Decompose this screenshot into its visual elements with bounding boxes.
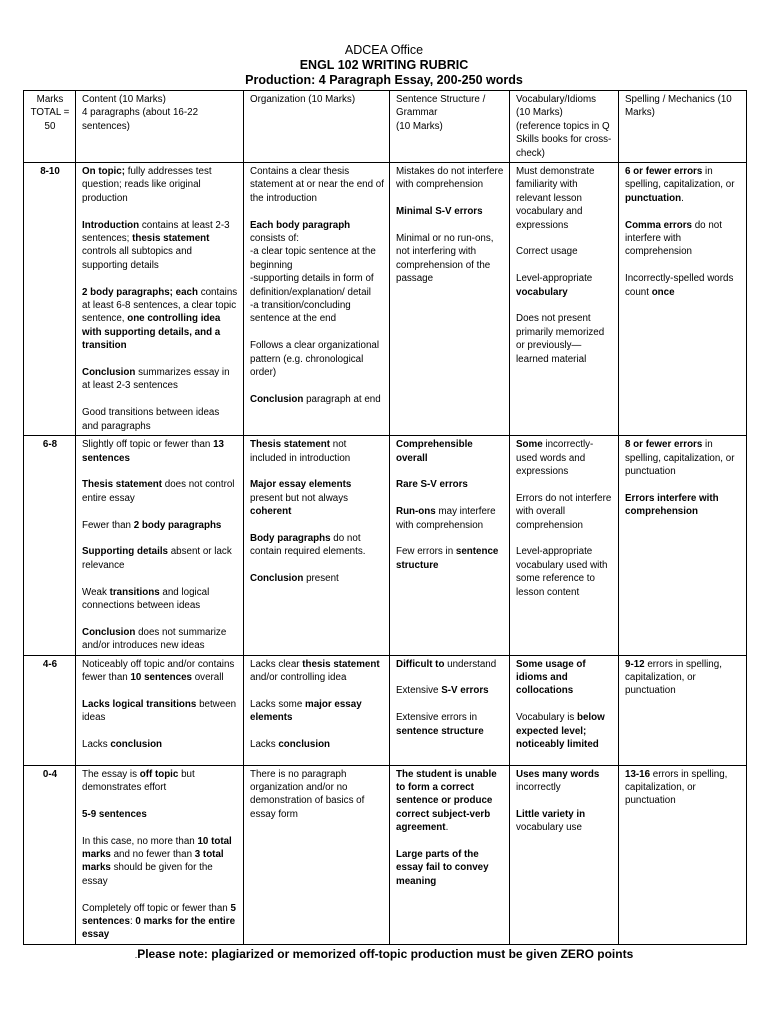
criterion-text: but demonstrates effort: [82, 768, 195, 793]
criterion-text: 2 body paragraphs: [133, 519, 222, 531]
vocab-cell: [510, 436, 619, 655]
structure-header-sub: (10 Marks): [396, 120, 443, 132]
content-cell: [76, 655, 244, 765]
criterion-text: Lacks some: [250, 698, 305, 710]
marks-header: [24, 91, 76, 163]
criterion-text: Weak: [82, 586, 110, 598]
criterion-text: Body paragraphs: [250, 532, 331, 544]
criterion-paragraph: [250, 658, 384, 685]
criterion-text: does not control entire essay: [82, 479, 235, 504]
plagiarism-note: [0, 947, 768, 961]
criterion-paragraph: [250, 165, 384, 205]
header-row: [24, 91, 747, 163]
criterion-text: not included in introduction: [250, 439, 351, 464]
criterion-paragraph: [250, 738, 384, 751]
production-subtitle: Production: 4 Paragraph Essay, 200-250 words: [245, 73, 523, 87]
mark-value: 0-4: [42, 768, 58, 780]
criterion-text: errors in spelling, capitalization, or punctuation: [625, 658, 722, 697]
criterion-paragraph: [250, 768, 384, 822]
criterion-text: in spelling, capitalization, or: [625, 166, 735, 191]
criterion-text: Noticeably off topic and/or contains fewer than: [82, 658, 235, 683]
criterion-text: There is no paragraph organization and/or no demonstration of basics of essay form: [250, 768, 365, 820]
criterion-text: 13 sentences: [82, 439, 224, 464]
vocab-header-sub: (10 Marks): [516, 107, 563, 119]
criterion-text: Large parts of the essay fail to convey meaning: [396, 848, 489, 887]
criterion-text: thesis statement: [302, 658, 380, 670]
criterion-text: 6 or fewer errors: [625, 166, 703, 178]
criterion-text: Comma errors: [625, 219, 692, 231]
criterion-paragraph: [82, 626, 238, 653]
structure-cell: [390, 436, 510, 655]
criterion-paragraph: [516, 165, 613, 232]
criterion-text: Some usage of idioms and collocations: [516, 658, 586, 697]
rubric-row-6-8: [24, 436, 747, 655]
criterion-paragraph: [82, 808, 238, 821]
criterion-text: and no fewer than: [110, 848, 195, 860]
criterion-text: 5 sentences: [82, 902, 236, 927]
criterion-text: On topic;: [82, 166, 125, 178]
vocab-header: [510, 91, 619, 163]
criterion-text: Good transitions between ideas and paragraphs: [82, 407, 220, 432]
criterion-text: 13-16: [625, 768, 651, 780]
content-header: [76, 91, 244, 163]
criterion-text: 10 sentences: [130, 671, 193, 683]
criterion-paragraph: [516, 768, 613, 795]
mark-cell: [24, 163, 76, 436]
criterion-paragraph: [516, 711, 613, 751]
criterion-paragraph: [82, 406, 238, 433]
mark-value: 4-6: [42, 658, 58, 670]
content-cell: [76, 765, 244, 944]
criterion-text: Thesis statement: [82, 479, 163, 491]
structure-header-title: Sentence Structure / Grammar: [396, 94, 486, 119]
criterion-text: vocabulary use: [516, 822, 582, 834]
criterion-text: paragraph at end: [303, 393, 381, 405]
criterion-text: punctuation: [625, 192, 682, 204]
criterion-text: one controlling idea with supporting details, and a transition: [82, 313, 221, 352]
criterion-paragraph: [82, 658, 238, 685]
criterion-paragraph: [82, 366, 238, 393]
rubric-row-0-4: [24, 765, 747, 944]
criterion-paragraph: [250, 532, 384, 559]
content-cell: [76, 163, 244, 436]
criterion-text: below expected level; noticeably limited: [516, 712, 605, 750]
criterion-text: Completely off topic or fewer than: [82, 902, 231, 914]
criterion-text: Comprehensible overall: [396, 439, 473, 464]
criterion-text: Lacks logical transitions: [82, 698, 197, 710]
criterion-text: errors in spelling, capitalization, or punctuation: [625, 768, 728, 807]
criterion-text: 2 body paragraphs; each: [82, 286, 198, 298]
criterion-text: transitions: [109, 586, 160, 598]
criterion-text: Extensive: [396, 685, 442, 697]
criterion-text: incorrectly: [516, 781, 561, 793]
criterion-paragraph: [516, 312, 613, 366]
criterion-paragraph: [625, 438, 741, 478]
criterion-paragraph: [250, 478, 384, 518]
criterion-text: fully addresses test question; reads like original production: [82, 166, 212, 204]
criterion-text: Extensive errors in: [396, 712, 478, 724]
vocab-cell: [510, 655, 619, 765]
marks-header-text: Marks TOTAL = 50: [30, 94, 70, 132]
criterion-text: controls all subtopics and supporting details: [82, 246, 193, 271]
criterion-text: present: [303, 573, 339, 585]
criterion-text: Level-appropriate vocabulary used with some reference to lesson content: [516, 546, 608, 598]
criterion-text: contains at least 6-8 sentences, a clear topic sentence,: [82, 286, 238, 325]
note-text: Please note: plagiarized or memorized off-topic production must be given ZERO points: [137, 947, 634, 961]
criterion-text: Lacks: [82, 738, 111, 750]
structure-cell: [390, 163, 510, 436]
criterion-text: off topic: [139, 768, 179, 780]
criterion-text: may interfere with comprehension: [396, 506, 496, 531]
criterion-paragraph: [250, 393, 384, 406]
organization-header-title: Organization (10 Marks): [250, 94, 356, 105]
criterion-text: 8 or fewer errors: [625, 439, 703, 451]
criterion-text: Conclusion: [82, 626, 136, 638]
criterion-text: Lacks clear: [250, 658, 303, 670]
criterion-text: incorrectly-used words and expressions: [516, 439, 594, 477]
criterion-text: Errors interfere with comprehension: [625, 492, 719, 518]
rubric-row-4-6: [24, 655, 747, 765]
criterion-paragraph: [396, 165, 504, 192]
criterion-text: Uses many words: [516, 768, 600, 780]
criterion-text: Slightly off topic or fewer than: [82, 439, 214, 451]
criterion-text: and/or controlling idea: [250, 671, 347, 683]
organization-header: [244, 91, 390, 163]
criterion-paragraph: [625, 272, 741, 299]
criterion-text: sentence structure: [396, 546, 499, 571]
criterion-paragraph: [82, 738, 238, 751]
criterion-paragraph: [250, 219, 384, 326]
criterion-paragraph: [82, 478, 238, 505]
criterion-text: sentence structure: [396, 725, 484, 737]
note-dot: .: [134, 950, 138, 960]
content-header-title: Content (10 Marks): [82, 94, 166, 105]
criterion-paragraph: [396, 478, 504, 491]
structure-cell: [390, 655, 510, 765]
criterion-paragraph: [625, 219, 741, 259]
criterion-text: Each body paragraph: [250, 219, 351, 231]
criterion-text: Little variety in: [516, 808, 586, 820]
mark-value: 6-8: [42, 439, 58, 451]
criterion-text: for the entire essay: [82, 915, 236, 941]
criterion-text: Some: [516, 439, 543, 451]
criterion-paragraph: [82, 698, 238, 725]
criterion-paragraph: [82, 286, 238, 353]
criterion-text: Errors do not interfere with overall comprehension: [516, 492, 612, 531]
vocab-header-note: (reference topics in Q Skills books for cross-check): [516, 120, 612, 159]
organization-cell: [244, 655, 390, 765]
criterion-text: do not contain required elements.: [250, 532, 366, 558]
mark-cell: [24, 655, 76, 765]
criterion-paragraph: [625, 768, 741, 808]
structure-cell: [390, 765, 510, 944]
criterion-text: Rare S-V errors: [396, 479, 468, 491]
criterion-text: Run-ons: [396, 506, 436, 518]
criterion-text: 0 marks: [135, 915, 173, 927]
criterion-paragraph: [82, 902, 238, 942]
spelling-cell: [619, 655, 747, 765]
rubric-title: ENGL 102 WRITING RUBRIC: [299, 58, 469, 72]
criterion-text: understand: [444, 658, 497, 670]
criterion-paragraph: [396, 205, 504, 218]
criterion-text: vocabulary: [516, 286, 568, 298]
criterion-paragraph: [250, 339, 384, 379]
criterion-paragraph: [82, 165, 238, 205]
criterion-paragraph: [396, 438, 504, 465]
mark-value: 8-10: [40, 166, 60, 178]
criterion-text: coherent: [250, 506, 292, 518]
criterion-text: contains at least 2-3 sentences;: [82, 219, 230, 245]
criterion-paragraph: [516, 492, 613, 532]
criterion-paragraph: [82, 545, 238, 572]
criterion-text: between ideas: [82, 698, 237, 724]
spelling-header: [619, 91, 747, 163]
criterion-text: The student is unable to form a correct sentence or produce correct subject-verb agreement: [396, 768, 497, 834]
content-header-sub: 4 paragraphs (about 16-22 sentences): [82, 107, 199, 132]
mark-cell: [24, 436, 76, 655]
vocab-cell: [510, 765, 619, 944]
criterion-text: Follows a clear organizational pattern (e.g. chronological order): [250, 340, 380, 379]
criterion-text: .: [681, 192, 684, 204]
criterion-text: In this case, no more than: [82, 835, 198, 847]
criterion-text: Minimal S-V errors: [396, 206, 483, 218]
spelling-cell: [619, 765, 747, 944]
criterion-text: Mistakes do not interfere with comprehension: [396, 166, 504, 191]
criterion-paragraph: [396, 505, 504, 532]
criterion-text: absent or lack relevance: [82, 546, 232, 571]
criterion-text: Incorrectly-spelled words count: [625, 273, 734, 298]
criterion-paragraph: [82, 768, 238, 795]
structure-header: [390, 91, 510, 163]
mark-cell: [24, 765, 76, 944]
criterion-text: :: [129, 915, 136, 927]
criterion-text: conclusion: [278, 738, 331, 750]
criterion-text: 9-12: [625, 658, 645, 670]
criterion-text: present but not always: [250, 492, 349, 504]
criterion-text: summarizes essay in at least 2-3 sentences: [82, 367, 230, 392]
criterion-paragraph: [250, 698, 384, 725]
criterion-paragraph: [516, 545, 613, 599]
criterion-text: Conclusion: [250, 393, 304, 405]
criterion-paragraph: [82, 438, 238, 465]
criterion-text: 3 total marks: [82, 848, 224, 874]
criterion-text: do not interfere with comprehension: [625, 219, 722, 258]
criterion-text: Difficult to: [396, 658, 445, 670]
criterion-paragraph: [625, 492, 741, 519]
criterion-text: overall: [192, 671, 224, 683]
criterion-paragraph: [516, 808, 613, 835]
spelling-cell: [619, 436, 747, 655]
criterion-text: Level-appropriate: [516, 273, 593, 285]
criterion-paragraph: [250, 572, 384, 585]
rubric-table: [23, 90, 747, 945]
criterion-paragraph: [625, 165, 741, 205]
criterion-paragraph: [516, 245, 613, 258]
criterion-text: Conclusion: [250, 573, 304, 585]
criterion-text: major essay elements: [250, 698, 362, 724]
criterion-text: does not summarize and/or introduces new ideas: [82, 626, 227, 652]
criterion-paragraph: [396, 658, 504, 671]
criterion-text: 10 total marks: [82, 835, 232, 860]
criterion-text: .: [445, 822, 449, 834]
criterion-paragraph: [250, 438, 384, 465]
vocab-cell: [510, 163, 619, 436]
spelling-cell: [619, 163, 747, 436]
criterion-paragraph: [396, 711, 504, 738]
criterion-text: Major essay elements: [250, 479, 352, 491]
criterion-paragraph: [516, 658, 613, 698]
criterion-text: Correct usage: [516, 246, 578, 258]
office-name: ADCEA Office: [344, 43, 424, 57]
criterion-text: The essay is: [82, 768, 140, 780]
rubric-header: [0, 43, 768, 88]
criterion-text: and logical connections between ideas: [82, 586, 210, 611]
criterion-paragraph: [396, 768, 504, 835]
criterion-paragraph: [396, 684, 504, 697]
criterion-text: once: [651, 286, 675, 298]
criterion-paragraph: [516, 438, 613, 478]
organization-cell: [244, 765, 390, 944]
criterion-text: Thesis statement: [250, 439, 331, 451]
criterion-text: Conclusion: [82, 367, 136, 379]
vocab-header-title: Vocabulary/Idioms: [516, 94, 597, 105]
criterion-paragraph: [396, 232, 504, 286]
criterion-text: Minimal or no run-ons, not interfering with comprehension of the passage: [396, 233, 494, 285]
criterion-paragraph: [516, 272, 613, 299]
criterion-text: 5-9 sentences: [82, 808, 147, 820]
criterion-text: Fewer than: [82, 519, 134, 531]
criterion-paragraph: [396, 545, 504, 572]
criterion-text: thesis statement: [132, 233, 210, 245]
criterion-paragraph: [82, 835, 238, 889]
criterion-paragraph: [396, 848, 504, 888]
criterion-text: Few errors in: [396, 546, 456, 558]
spelling-header-title: Spelling / Mechanics (10 Marks): [625, 94, 732, 119]
criterion-text: Introduction: [82, 219, 140, 231]
criterion-text: Does not present primarily memorized or previously—learned material: [516, 313, 605, 365]
criterion-text: in spelling, capitalization, or punctuation: [625, 439, 735, 477]
criterion-text: Lacks: [250, 738, 279, 750]
criterion-paragraph: [82, 586, 238, 613]
content-cell: [76, 436, 244, 655]
criterion-paragraph: [82, 519, 238, 532]
criterion-text: conclusion: [110, 738, 163, 750]
criterion-text: Supporting details: [82, 546, 168, 558]
rubric-row-8-10: [24, 163, 747, 436]
criterion-text: Vocabulary is: [516, 712, 577, 724]
criterion-text: Must demonstrate familiarity with relevant lesson vocabulary and expressions: [516, 166, 595, 231]
criterion-text: consists of: -a clear topic sentence at the beginning -supporting details in form of definition/explanation/ detail -a transition/concluding sentence at the end: [250, 233, 376, 325]
criterion-paragraph: [625, 658, 741, 698]
criterion-text: S-V errors: [441, 685, 489, 697]
criterion-text: Contains a clear thesis statement at or near the end of the introduction: [250, 166, 384, 204]
organization-cell: [244, 163, 390, 436]
organization-cell: [244, 436, 390, 655]
criterion-text: should be given for the essay: [82, 862, 213, 887]
criterion-paragraph: [82, 219, 238, 273]
